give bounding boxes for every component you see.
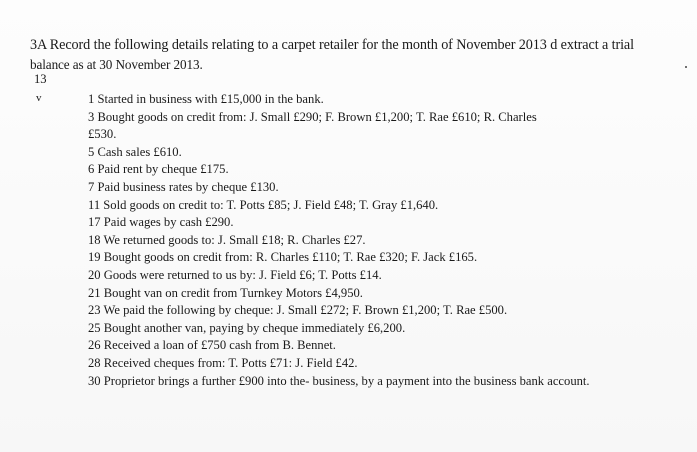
transaction-entry (88, 197, 688, 215)
question-title-continued: balance as at 30 November 2013. (30, 57, 203, 72)
transaction-text: 18 We returned goods to: J. Small £18; R. Charles £27. (88, 232, 366, 247)
transaction-text: 17 Paid wages by cash £290. (88, 215, 234, 230)
question-title: 3A Record the following details relating to a carpet retailer for the month of November 2013 d extract a trial (30, 37, 634, 53)
transaction-entry (88, 179, 688, 197)
transaction-entry (88, 214, 688, 232)
transaction-entry (88, 285, 688, 303)
question-heading (30, 36, 680, 74)
transaction-entry (88, 161, 688, 179)
transaction-list (88, 91, 688, 390)
transaction-text: 5 Cash sales £610. (88, 144, 182, 159)
transaction-text: 7 Paid business rates by cheque £130. (88, 179, 279, 194)
transaction-entry (88, 355, 688, 373)
transaction-text: 21 Bought van on credit from Turnkey Motors £4,950. (88, 285, 363, 300)
transaction-entry (88, 91, 688, 109)
transaction-text: 23 We paid the following by cheque: J. Small £272; F. Brown £1,200; T. Rae £500. (88, 303, 508, 318)
transaction-text: 19 Bought goods on credit from: R. Charles £110; T. Rae £320; F. Jack £165. (88, 250, 478, 265)
transaction-entry (88, 373, 688, 391)
transaction-text: 1 Started in business with £15,000 in the bank. (88, 92, 324, 106)
transaction-text: 30 Proprietor brings a further £900 into the- business, by a payment into the business bank account. (88, 373, 590, 388)
transaction-entry (88, 302, 688, 320)
transaction-text: 25 Bought another van, paying by cheque immediately £6,200. (88, 320, 406, 335)
transaction-text: 20 Goods were returned to us by: J. Field £6; T. Potts £14. (88, 267, 382, 282)
transaction-entry (88, 337, 688, 355)
transaction-entry (88, 320, 688, 338)
transaction-entry (88, 267, 688, 285)
stray-dot (685, 66, 687, 68)
transaction-entry (88, 144, 688, 162)
transaction-text: 3 Bought goods on credit from: J. Small £290; F. Brown £1,200; T. Rae £610; R. Charles (88, 109, 537, 124)
transaction-text: 28 Received cheques from: T. Potts £71: J. Field £42. (88, 355, 358, 370)
transaction-text: 26 Received a loan of £750 cash from B. Bennet. (88, 338, 336, 353)
transaction-entry (88, 232, 688, 250)
transaction-entry (88, 249, 688, 267)
transaction-text-continued: £530. (88, 127, 117, 142)
year-note: 13 (34, 72, 47, 86)
tick-mark: v (36, 92, 42, 104)
transaction-text: 6 Paid rent by cheque £175. (88, 162, 229, 177)
transaction-text: 11 Sold goods on credit to: T. Potts £85; J. Field £48; T. Gray £1,640. (88, 197, 439, 212)
transaction-entry (88, 109, 688, 144)
